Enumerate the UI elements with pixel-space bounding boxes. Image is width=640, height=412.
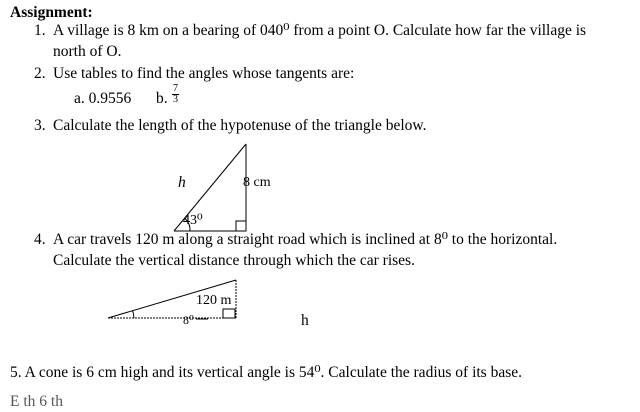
question-2-text: Use tables to find the angles whose tangents are: <box>53 65 355 82</box>
question-1-number: 1. <box>34 22 46 39</box>
question-1-line-2: north of O. <box>53 43 122 60</box>
fraction-denominator: 3 <box>173 94 178 105</box>
question-2-number: 2. <box>34 65 46 82</box>
footer-partial-text: E th 6 th <box>10 393 63 410</box>
q3-hypotenuse-label: h <box>178 174 186 191</box>
q4-angle-label: 8⁰ <box>183 313 194 327</box>
q4-height-label: h <box>301 312 309 329</box>
q4-hypotenuse-label: 120 m <box>196 293 232 308</box>
question-1-line-1: A village is 8 km on a bearing of 040⁰ from a point O. Calculate how far the village is <box>53 22 587 39</box>
question-4-line-1: A car travels 120 m along a straight road which is inclined at 8⁰ to the horizontal. <box>53 231 558 248</box>
q4-angle-arc <box>133 311 135 319</box>
question-5-text: 5. A cone is 6 cm high and its vertical angle is 54⁰. Calculate the radius of its base. <box>10 364 522 381</box>
question-2-part-a: a. 0.9556 <box>74 90 132 107</box>
question-2-part-b-label: b. <box>156 90 168 107</box>
q3-angle-label: 43⁰ <box>183 213 203 228</box>
q3-side-label: 8 cm <box>243 175 271 190</box>
assignment-heading: Assignment: <box>10 4 93 21</box>
question-4-line-2: Calculate the vertical distance through which the car rises. <box>53 252 415 269</box>
question-4-number: 4. <box>34 231 46 248</box>
fraction-numerator: 7 <box>173 83 178 94</box>
question-3-text: Calculate the length of the hypotenuse of the triangle below. <box>53 117 427 134</box>
question-3-number: 3. <box>34 117 46 134</box>
